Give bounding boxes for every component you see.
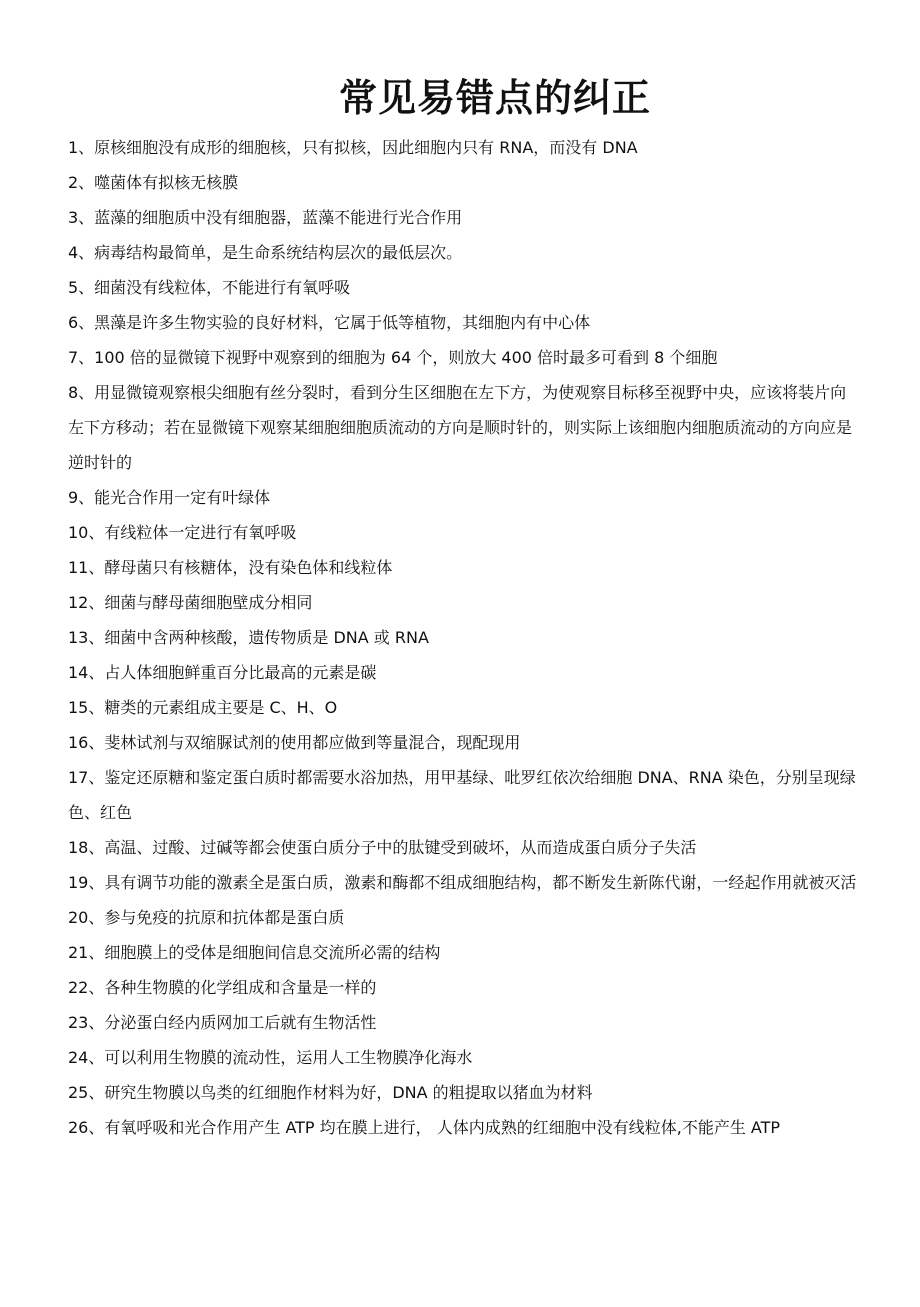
list-item: 11、酵母菌只有核糖体，没有染色体和线粒体 [68,558,393,577]
misconception-list [68,130,858,1145]
list-item: 10、有线粒体一定进行有氧呼吸 [68,523,297,542]
list-item: 21、细胞膜上的受体是细胞间信息交流所必需的结构 [68,943,441,962]
list-item: 23、分泌蛋白经内质网加工后就有生物活性 [68,1013,377,1032]
list-item: 1、原核细胞没有成形的细胞核，只有拟核，因此细胞内只有 RNA，而没有 DNA [68,138,638,157]
list-item: 14、占人体细胞鲜重百分比最高的元素是碳 [68,663,377,682]
list-item: 13、细菌中含两种核酸，遗传物质是 DNA 或 RNA [68,628,429,647]
list-item: 19、具有调节功能的激素全是蛋白质，激素和酶都不组成细胞结构，都不断发生新陈代谢，一经起作用就被灭活 [68,873,857,892]
page-title: 常见易错点的纠正 [338,76,651,120]
list-item: 8、用显微镜观察根尖细胞有丝分裂时，看到分生区细胞在左下方，为使观察目标移至视野中央，应该将装片向左下方移动；若在显微镜下观察某细胞细胞质流动的方向是顺时针的，则实际上该细胞内细胞质流动的方向应是逆时针的 [68,383,853,472]
list-item: 15、糖类的元素组成主要是 C、H、O [68,698,338,717]
list-item: 5、细菌没有线粒体，不能进行有氧呼吸 [68,278,351,297]
list-item: 16、斐林试剂与双缩脲试剂的使用都应做到等量混合，现配现用 [68,733,521,752]
list-item: 6、黑藻是许多生物实验的良好材料，它属于低等植物，其细胞内有中心体 [68,313,591,332]
list-item: 26、有氧呼吸和光合作用产生 ATP 均在膜上进行， 人体内成熟的红细胞中没有线粒体,不能产生 ATP [68,1118,781,1137]
list-item: 18、高温、过酸、过碱等都会使蛋白质分子中的肽键受到破坏，从而造成蛋白质分子失活 [68,838,697,857]
list-item: 7、100 倍的显微镜下视野中观察到的细胞为 64 个，则放大 400 倍时最多可看到 8 个细胞 [68,348,718,367]
list-item: 2、噬菌体有拟核无核膜 [68,173,239,192]
list-item: 20、参与免疫的抗原和抗体都是蛋白质 [68,908,345,927]
list-item: 3、蓝藻的细胞质中没有细胞器，蓝藻不能进行光合作用 [68,208,463,227]
list-item: 24、可以利用生物膜的流动性，运用人工生物膜净化海水 [68,1048,473,1067]
list-item: 17、鉴定还原糖和鉴定蛋白质时都需要水浴加热，用甲基绿、吡罗红依次给细胞 DNA、RNA 染色，分别呈现绿色、红色 [68,768,856,822]
list-item: 12、细菌与酵母菌细胞壁成分相同 [68,593,313,612]
list-item: 22、各种生物膜的化学组成和含量是一样的 [68,978,377,997]
list-item: 25、研究生物膜以鸟类的红细胞作材料为好，DNA 的粗提取以猪血为材料 [68,1083,593,1102]
list-item: 9、能光合作用一定有叶绿体 [68,488,271,507]
list-item: 4、病毒结构最简单，是生命系统结构层次的最低层次。 [68,243,463,262]
